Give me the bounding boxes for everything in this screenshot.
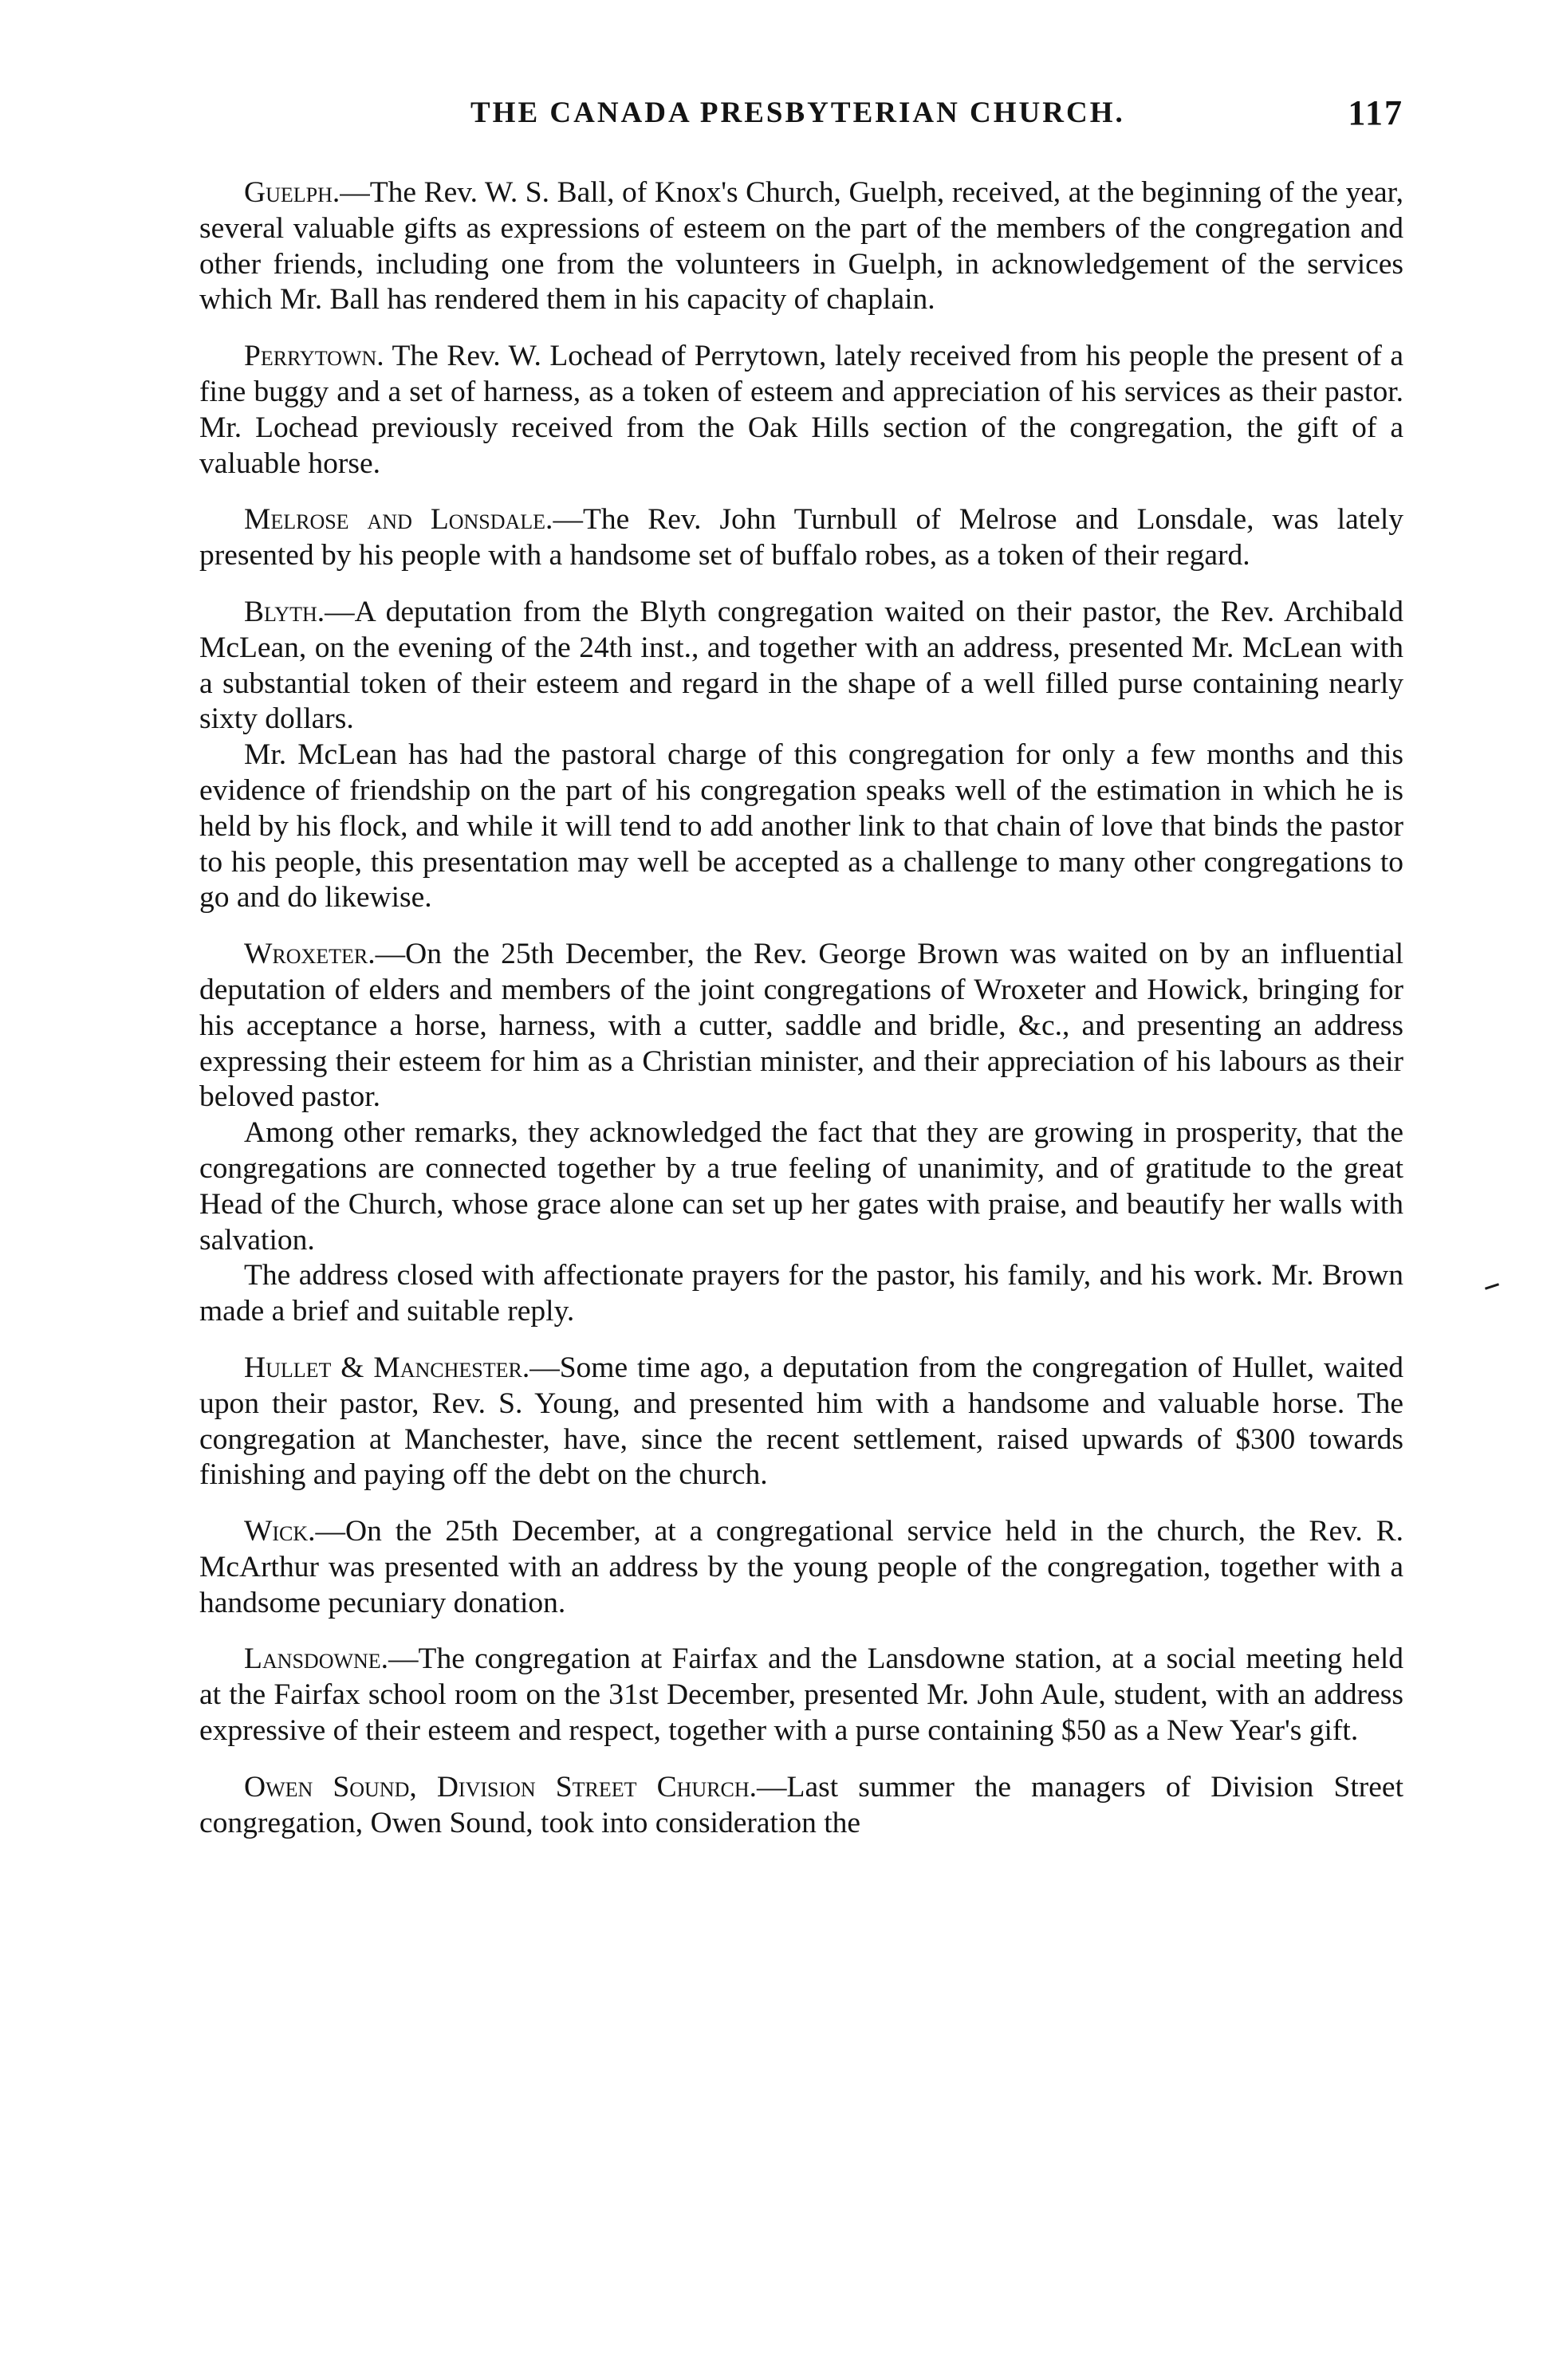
paragraph-text: —The congregation at Fairfax and the Lansdowne station, at a social meeting held at the Fairfax school room on the 31st December, presented Mr. John Aule, student, with an address expressive of their esteem and respect, together with a purse containing $50 as a New Year's gift. — [199, 1642, 1403, 1748]
paragraph-text: —The Rev. W. S. Ball, of Knox's Church, Guelph, received, at the beginning of the year, several valuable gifts as expressions of esteem on the part of the members of the congregation and other friends, including one from the volunteers in Guelph, in acknowledgement of the services which Mr. Ball has rendered them in his capacity of chaplain. — [199, 176, 1403, 317]
paragraph-text: —The Rev. John Turnbull of Melrose and Lonsdale, was lately presented by his people with a handsome set of buffalo robes, as a token of their regard. — [199, 503, 1404, 572]
paragraph-lead: Blyth. — [244, 595, 325, 628]
paragraph-lead: Wick. — [244, 1515, 316, 1548]
paragraph-owen-sound — [199, 1770, 1403, 1842]
paragraph-lead: Perrytown. — [244, 340, 384, 373]
paragraph-lead: Melrose and Lonsdale. — [244, 503, 553, 537]
paragraph-wroxeter — [199, 937, 1403, 1115]
paragraph-text: —A deputation from the Blyth congregation waited on their pastor, the Rev. Archibald McLean, on the evening of the 24th inst., and together with an address, presented Mr. McLean with a substantial token of their esteem and regard in the shape of a well filled purse containing nearly sixty dollars. — [199, 595, 1403, 736]
paragraph-text: —Some time ago, a deputation from the congregation of Hullet, waited upon their pastor, Rev. S. Young, and presented him with a handsome and valuable horse. The congregation at Manchester, have, since the recent settlement, raised upwards of $300 towards finishing and paying off the debt on the church. — [199, 1351, 1404, 1492]
paragraph-text: —Last summer the managers of Division Street congregation, Owen Sound, took into consideration the — [199, 1770, 1403, 1839]
page — [199, 93, 1404, 1841]
margin-mark — [1485, 1283, 1499, 1289]
running-header — [199, 93, 1403, 159]
paragraph-perrytown — [199, 339, 1403, 482]
page-number: 117 — [1348, 93, 1403, 132]
article-body — [199, 175, 1403, 1841]
paragraph-wroxeter-remarks — [199, 1115, 1403, 1258]
paragraph-text: Among other remarks, they acknowledged the fact that they are growing in prosperity, that the congregations are connected together by a true feeling of unanimity, and of gratitude to the great Head of the Church, whose grace alone can set up her gates with praise, and beautify her walls with salvation. — [199, 1116, 1403, 1257]
paragraph-text: Mr. McLean has had the pastoral charge of this congregation for only a few months and this evidence of friendship on the part of his congregation speaks well of the estimation in which he is held by his flock, and while it will tend to add another link to that chain of love that binds the pastor to his people, this presentation may well be accepted as a challenge to many other congregations to go and do likewise. — [199, 738, 1403, 915]
paragraph-text: —On the 25th December, the Rev. George Brown was waited on by an influential deputation of elders and members of the joint congregations of Wroxeter and Howick, bringing for his acceptance a horse, harness, with a cutter, saddle and bridle, &c., and presenting an address expressing their esteem for him as a Christian minister, and their appreciation of his labours as their beloved pastor. — [199, 938, 1403, 1114]
paragraph-wick — [199, 1514, 1403, 1621]
paragraph-lead: Lansdowne. — [244, 1642, 389, 1676]
running-title: THE CANADA PRESBYTERIAN CHURCH. — [470, 96, 1125, 129]
paragraph-lead: Guelph. — [244, 176, 340, 209]
paragraph-blyth-continued — [199, 738, 1403, 916]
paragraph-lansdowne — [199, 1642, 1403, 1749]
paragraph-melrose-lonsdale — [199, 502, 1403, 574]
paragraph-text: The Rev. W. Lochead of Perrytown, lately received from his people the present of a fine buggy and a set of harness, as a token of esteem and appreciation of his services as their pastor. Mr. Lochead previously received from the Oak Hills section of the congregation, the gift of a valuable horse. — [199, 340, 1403, 480]
paragraph-lead: Owen Sound, Division Street Church. — [244, 1770, 758, 1804]
paragraph-lead: Wroxeter. — [244, 938, 376, 971]
paragraph-text: —On the 25th December, at a congregational service held in the church, the Rev. R. McArthur was presented with an address by the young people of the congregation, together with a handsome pecuniary donation. — [199, 1515, 1403, 1619]
paragraph-guelph — [199, 175, 1403, 318]
paragraph-wroxeter-closing — [199, 1258, 1403, 1330]
paragraph-hullet-manchester — [199, 1351, 1403, 1493]
paragraph-text: The address closed with affectionate prayers for the pastor, his family, and his work. Mr. Brown made a brief and suitable reply. — [199, 1259, 1403, 1328]
paragraph-lead: Hullet & Manchester. — [244, 1351, 530, 1384]
paragraph-blyth — [199, 595, 1403, 738]
